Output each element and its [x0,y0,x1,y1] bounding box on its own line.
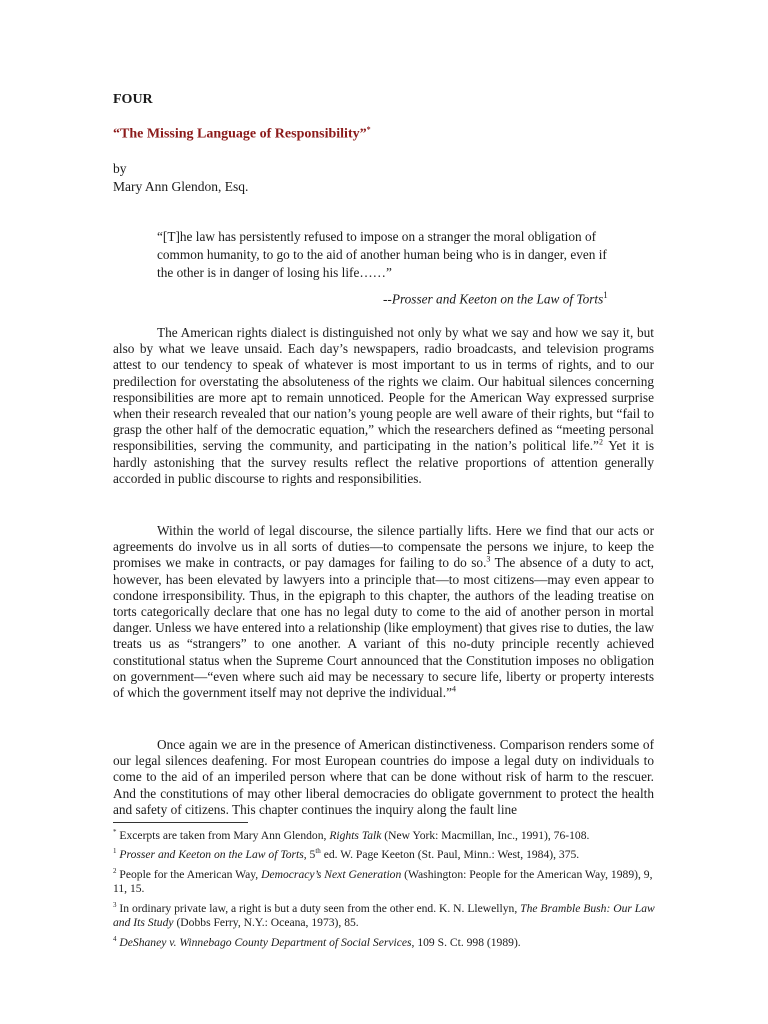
footnote-1-title: Prosser and Keeton on the Law of Torts [119,848,304,862]
footnote-2-title: Democracy’s Next Generation [261,867,402,881]
footnote-1-text-c: ed. W. Page Keeton (St. Paul, Minn.: West, 1984), 375. [320,848,580,862]
footnote-3-text-b: (Dobbs Ferry, N.Y.: Oceana, 1973), 85. [173,916,359,930]
footnote-3-text-a: In ordinary private law, a right is but a duty seen from the other end. K. N. Llewellyn, [116,901,521,915]
footnote-2-text-a: People for the American Way, [116,867,262,881]
footnote-ref-3: 3 [486,554,491,564]
footnote-1-ordinal: th [315,847,321,856]
paragraph-2-text-a: Within the world of legal discourse, the silence partially lifts. Here we find that our acts or agreements do involve us in all sorts of duties—to compensate the persons we injure, to keep the promises we make in contracts, or pay damages for failing to do so. [113,523,654,571]
footnote-1-text-b: , 5 [303,848,316,862]
footnote-4-mark: 4 [113,935,117,943]
chapter-title [113,125,371,143]
chapter-number: FOUR [113,92,153,107]
footnote-0-title: Rights Talk [329,828,382,842]
title-footnote-mark: * [366,125,371,134]
footnote-0-mark: * [113,828,117,836]
footnote-4 [113,932,658,950]
epigraph-attribution [383,290,608,307]
body-paragraph-3: Once again we are in the presence of American distinctiveness. Comparison renders some of our legal silences deafening. For most European countries do impose a legal duty on individuals to come to the aid of an imperiled person where that can be done without risk of harm to the rescuer. And the constitutions of may other liberal democracies do obligate government to protect the health and safety of citizens. This chapter continues the inquiry along the fault line [113,737,654,817]
paragraph-2-text-b: The absence of a duty to act, however, has been elevated by lawyers into a principle that—to most citizens—may even appear to condone irresponsibility. Thus, in the epigraph to this chapter, the authors of the leading treatise on torts categorically declare that one has no legal duty to come to the aid of another person in mortal danger. Unless we have entered into a relationship (like employment) that gives rise to duties, the law treats us as “strangers” to one another. A variant of this no-duty principle recently achieved constitutional status when the Supreme Court announced that the Constitution imposes no obligation on government—“even where such aid may be necessary to secure life, liberty or property interests of which the government itself may not deprive the individual.” [113,555,654,701]
footnote-1-mark: 1 [113,847,117,856]
body-paragraph-2 [113,523,654,701]
footnote-3-mark: 3 [113,900,117,909]
footnote-0-text-a: Excerpts are taken from Mary Ann Glendon, [116,828,330,842]
footnote-ref-2: 2 [598,438,603,447]
footnote-divider [113,822,248,823]
footnote-0 [113,825,658,843]
byline-by: by [113,161,127,176]
footnote-4-title: DeShaney v. Winnebago County Department of Social Services [116,935,412,949]
footnote-2-text-b: (Washington: People for the American Way, 1989), 9, 11, 15. [113,867,653,896]
paragraph-1-text-a: The American rights dialect is distinguished not only by what we say and how we say it, but also by what we leave unsaid. Each day’s newspapers, radio broadcasts, and television programs attest to our tendency to speak of whatever is most important to us in terms of rights, and to our predilection for overstating the absoluteness of the rights we claim. Our habitual silences concerning responsibilities are more apt to remain unnoticed. People for the American Way expressed surprise when their research revealed that our nation’s young people are well aware of their rights, but “fail to grasp the other half of the democratic equation,” which the researchers defined as “meeting personal responsibilities, serving the community, and participating in the nation’s political life.” [113,325,654,454]
footnote-ref-1: 1 [603,290,608,300]
footnote-2 [113,864,658,897]
footnote-3-title: The Bramble Bush: Our Law and Its Study [113,901,655,930]
paragraph-1-text-b: Yet it is hardly astonishing that the survey results reflect the relative proportions of attention generally accorded in public discourse to rights and responsibilities. [113,438,654,486]
epigraph-attribution-text: --Prosser and Keeton on the Law of Torts [383,291,604,307]
footnote-0-text-b: (New York: Macmillan, Inc., 1991), 76-108. [381,828,590,842]
footnote-2-mark: 2 [113,866,117,875]
footnote-ref-4: 4 [451,684,456,694]
footnote-4-text-b: , 109 S. Ct. 998 (1989). [411,935,521,949]
footnote-3 [113,898,658,931]
byline [113,160,248,196]
chapter-title-text: “The Missing Language of Responsibility” [113,126,367,142]
footnotes [113,825,658,951]
body-paragraph-1 [113,325,654,487]
footnote-1 [113,844,658,862]
author-name: Mary Ann Glendon, Esq. [113,179,249,194]
epigraph-quote: “[T]he law has persistently refused to impose on a stranger the moral obligation of common humanity, to go to the aid of another human being who is in danger, even if the other is in danger of losing his life……” [157,229,607,280]
